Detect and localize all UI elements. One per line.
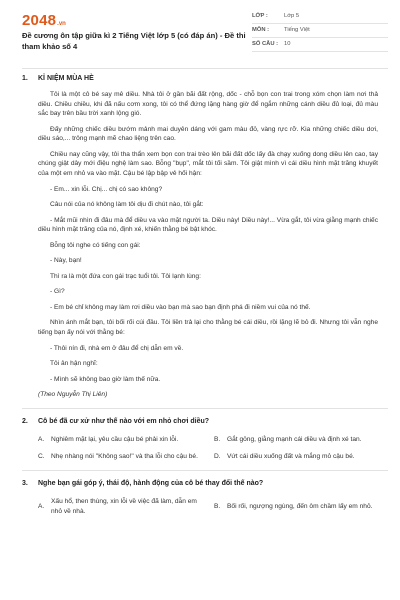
logo-text: 2048 (22, 12, 57, 29)
option-text: Nhẹ nhàng nói "Không sao!" và tha lỗi cho cậu bé. (51, 453, 198, 461)
question-heading (0, 417, 400, 427)
answer-option-b[interactable] (214, 497, 378, 516)
passage-paragraph: - Gì? (50, 288, 65, 296)
passage-paragraph: Nhìn ánh mắt bạn, tôi bối rối cúi đầu. Tôi liền trả lại cho thằng bé cái diều, rồi lặng lẽ bỏ đi. Nhưng tôi vẫn nghe tiếng bạn ấy nói với thằng bé: (38, 319, 378, 336)
passage-source: (Theo Nguyễn Thị Liên) (38, 391, 108, 399)
question-text: Nghe bạn gái góp ý, thái độ, hành động của cô bé thay đổi thế nào? (38, 479, 264, 487)
option-letter: B. (214, 502, 221, 510)
passage-paragraph: Tôi ân hận nghĩ: (50, 360, 98, 368)
option-letter: A. (38, 502, 45, 510)
question-number: 3. (22, 479, 28, 487)
passage-paragraph: Tôi là một cô bé say mê diều. Nhà tôi ở gần bãi đất rộng, dốc - chỗ bọn con trai trong xóm chọn làm nơi thả diều. Chiều chiều, khi đã nấu cơm xong, tôi có thể đứng lặng hàng giờ để ngắm những cánh diều đủ loại, đủ màu sắc bay trên bầu trời xanh lộng gió. (38, 91, 378, 118)
answer-option-c[interactable] (38, 452, 202, 462)
question-2 (0, 417, 400, 462)
question-divider (22, 470, 388, 471)
meta-row-grade (252, 10, 388, 24)
document-body (0, 74, 400, 516)
option-text: Bối rối, ngượng ngùng, đến ôm chầm lấy em nhỏ. (227, 502, 373, 510)
reading-passage (0, 84, 400, 400)
answer-options (0, 489, 400, 516)
answer-option-b[interactable] (214, 435, 378, 445)
meta-value: Lớp 5 (284, 13, 300, 20)
option-letter: A. (38, 435, 45, 443)
passage-paragraph: - Em bé chỉ không may làm rơi diều vào bạn mà sao bạn định phá đi niềm vui của nó thế. (50, 303, 311, 311)
meta-key: MÔN : (252, 27, 270, 34)
option-text: Nghiêm mặt lại, yêu cầu cậu bé phải xin lỗi. (51, 435, 179, 443)
meta-row-subject (252, 24, 388, 38)
document-title: Đề cương ôn tập giữa kì 2 Tiếng Việt lớp 5 (có đáp án) - Đề thi tham khảo số 4 (22, 31, 246, 52)
passage-paragraph: Câu nói của nó không làm tôi dịu đi chút nào, tôi gắt: (50, 201, 204, 209)
passage-heading (0, 74, 400, 84)
option-letter: D. (214, 453, 221, 461)
answer-option-a[interactable] (38, 497, 202, 516)
question-number: 2. (22, 417, 28, 425)
header-divider (22, 68, 388, 69)
answer-options (0, 427, 400, 462)
answer-option-d[interactable] (214, 452, 378, 462)
passage-paragraph: - Này, bạn! (50, 257, 82, 265)
option-text: Xấu hổ, then thùng, xin lỗi về việc đã làm, dẫn em nhỏ về nhà. (51, 498, 197, 515)
passage-number: 1. (22, 75, 28, 82)
question-3 (0, 479, 400, 516)
meta-row-question-count (252, 38, 388, 52)
question-divider (22, 408, 388, 409)
document-header (0, 0, 400, 68)
passage-paragraph: - Mắt mũi nhìn đi đâu mà để diều va vào mặt người ta. Diều này! Diều này!... Vừa gắt, tôi vừa giằng mạnh chiếc diều hình mặt trăng của nó, định xé, khiến thằng bé bật khóc. (38, 216, 378, 234)
passage-paragraph: - Mình sẽ không bao giờ làm thế nữa. (50, 375, 161, 383)
passage-paragraph: Đấy những chiếc diều bướm mảnh mai duyên dáng với gam màu đỏ, vàng rực rỡ. Kia những chiếc diều dơi, diều sáo,... trông mạnh mẽ chao liệng trên cao. (38, 125, 378, 143)
option-text: Vứt cái diều xuống đất và mắng mỏ cậu bé. (227, 453, 355, 461)
option-letter: B. (214, 435, 221, 443)
option-letter: C. (38, 453, 45, 461)
passage-paragraph: Thì ra là một đứa con gái trạc tuổi tôi. Tôi lạnh lùng: (50, 272, 201, 280)
passage-title: KỈ NIỆM MÙA HÈ (38, 75, 94, 82)
meta-key: LỚP : (252, 13, 268, 20)
passage-paragraph: Bỗng tôi nghe có tiếng con gái: (50, 241, 141, 249)
option-text: Gắt gỏng, giằng mạnh cái diều và định xé tan. (227, 435, 362, 443)
answer-option-a[interactable] (38, 435, 202, 445)
question-text: Cô bé đã cư xử như thế nào với em nhỏ chơi diều? (38, 417, 210, 425)
document-meta (252, 10, 388, 52)
logo-suffix: .vn (57, 21, 66, 27)
passage-paragraph: - Thôi nín đi, nhà em ở đâu để chị dẫn em về. (50, 344, 184, 352)
meta-value: Tiếng Việt (284, 27, 310, 34)
passage-paragraph: - Em... xin lỗi. Chị... chị có sao không? (50, 185, 163, 193)
meta-value: 10 (284, 41, 291, 48)
question-heading (0, 479, 400, 489)
passage-paragraph: Chiều nay cũng vậy, tôi tha thẩn xem bọn con trai trèo lên bãi đất dốc lấy đà chạy xuống dong diều lên cao, tay chúng giật dây mới điệu nghệ làm sao. Bỗng "bụp", mắt tôi tối sầm. Tôi giật mình vì cái diều hình mặt trăng khuyết của một em nhỏ va vào mặt. Cậu bé lập bập vẻ hối hận: (38, 150, 378, 177)
meta-key: SỐ CÂU : (252, 41, 279, 48)
